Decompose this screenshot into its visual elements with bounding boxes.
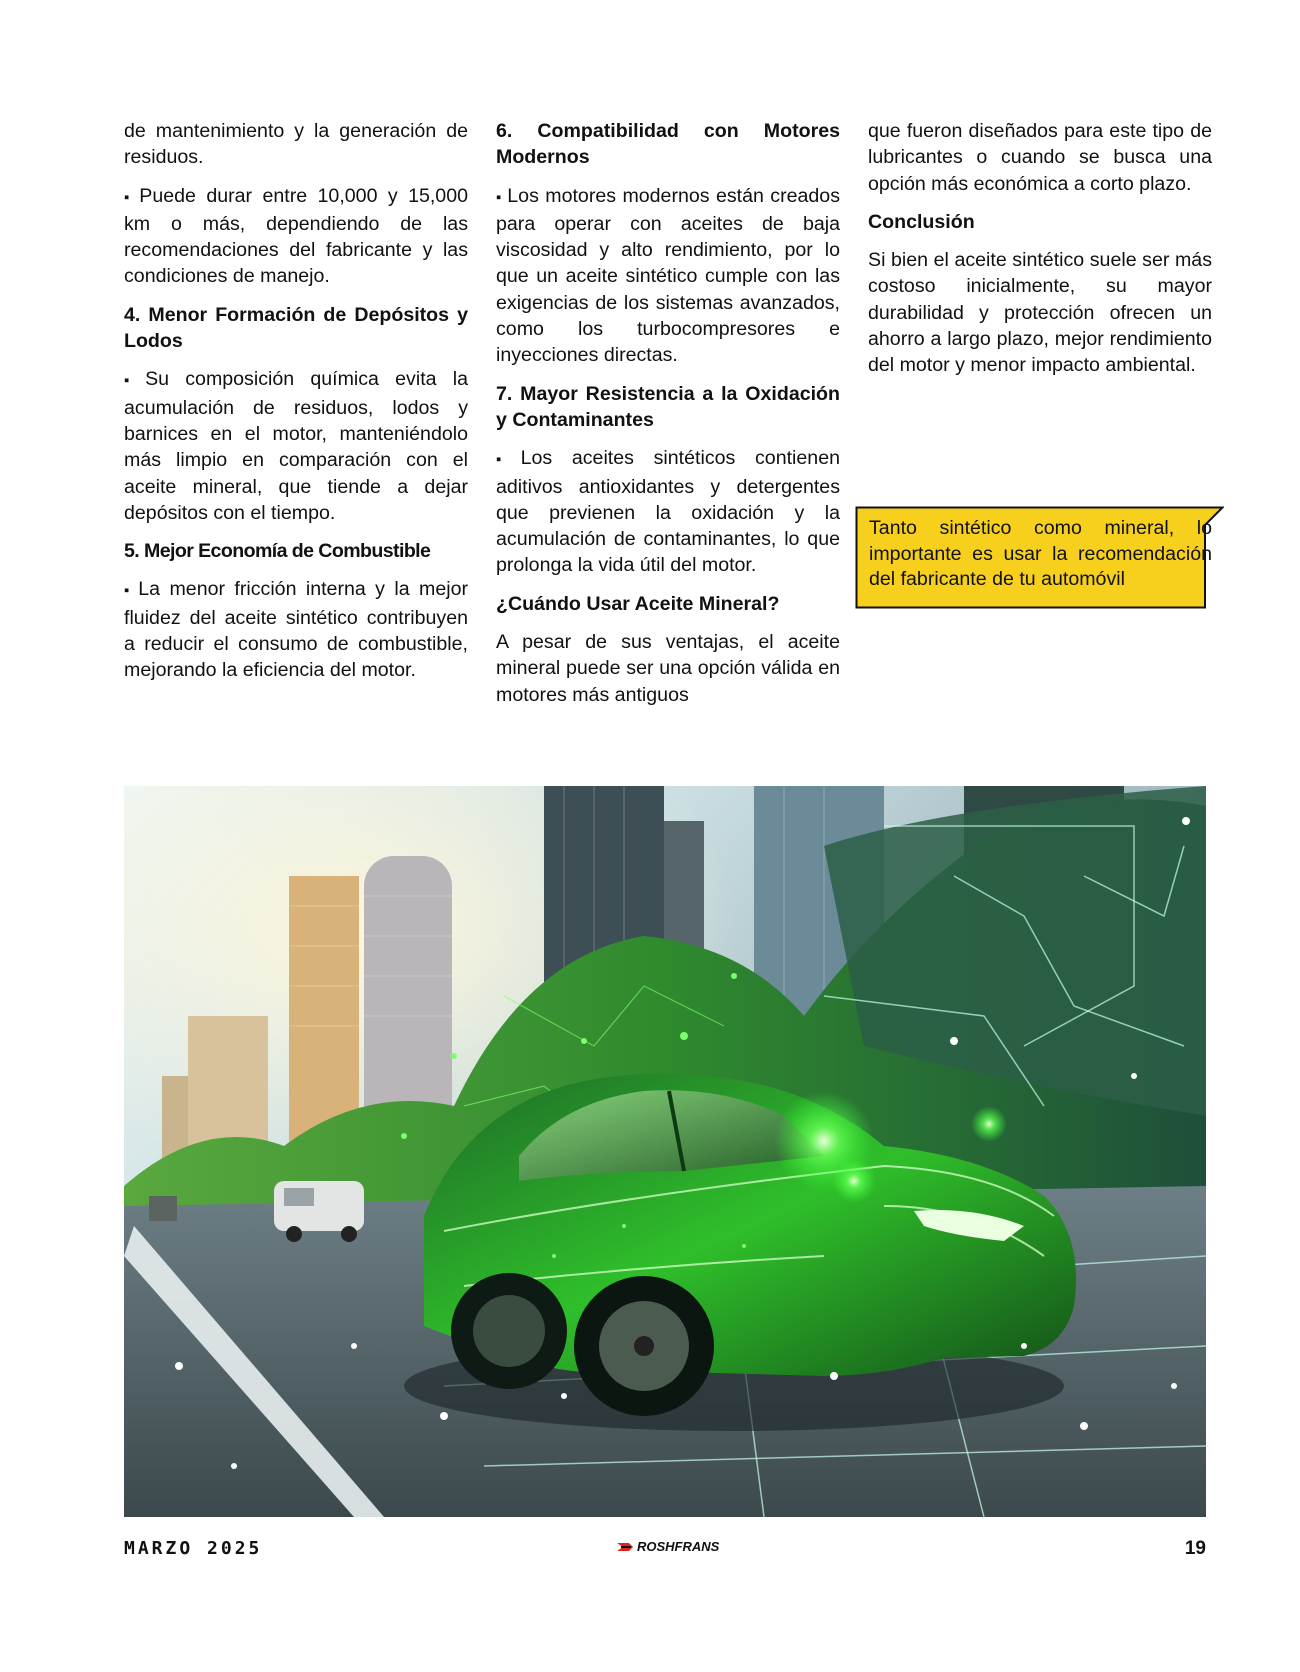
brand-name: ROSHFRANS [637,1539,720,1554]
section-heading-4: 4. Menor Formación de Depósitos y Lodos [124,303,468,353]
section-heading-6: 6. Compatibilidad con Motores Modernos [496,120,840,169]
text-column-2 [496,118,840,720]
hero-illustration [124,786,1206,1517]
section-heading-5: 5. Mejor Economía de Combustible [124,540,431,563]
bullet-paragraph: ▪ Su composición química evita la acumulación de residuos, lodos y barnices en el motor, manteniéndolo más limpio en comparación con el aceite mineral, que tiende a dejar depósitos con el tiempo. [124,366,468,526]
bullet-paragraph: ▪ La menor fricción interna y la mejor fluidez del aceite sintético contribuyen a reducir el consumo de combustible, mejorando la eficiencia del motor. [124,576,468,683]
page-number: 19 [1184,1538,1206,1559]
paragraph: de mantenimiento y la generación de residuos. [124,120,468,169]
roshfrans-logo-icon [617,1541,635,1553]
paragraph: A pesar de sus ventajas, el aceite mineral puede ser una opción válida en motores más antiguos [496,631,840,706]
callout-box [855,506,1224,609]
callout-text: Tanto sintético como mineral, lo importante es usar la recomendación del fabricante de tu automóvil [869,517,1212,590]
section-heading-mineral: ¿Cuándo Usar Aceite Mineral? [496,592,780,615]
bullet-paragraph: ▪ Los motores modernos están creados para operar con aceites de baja viscosidad y alto rendimiento, por lo que un aceite sintético cumple con las exigencias de los sistemas avanzados, como los turbocompresores e inyecciones directas. [496,183,840,369]
text-column-1 [124,118,468,696]
section-heading-7: 7. Mayor Resistencia a la Oxidación y Contaminantes [496,382,840,431]
paragraph: Si bien el aceite sintético suele ser más costoso inicialmente, su mayor durabilidad y protección ofrecen un ahorro a largo plazo, mejor rendimiento del motor y menor impacto ambiental. [868,249,1212,377]
brand-logo [617,1539,719,1554]
conclusion-heading: Conclusión [868,210,975,233]
bullet-paragraph: ▪ Puede durar entre 10,000 y 15,000 km o más, dependiendo de las recomendaciones del fabricante y las condiciones de manejo. [124,183,468,290]
bullet-paragraph: ▪ Los aceites sintéticos contienen aditivos antioxidantes y detergentes que previenen la oxidación y la acumulación de contaminantes, lo que prolonga la vida útil del motor. [496,445,840,578]
text-column-3 [868,118,1212,391]
footer-issue-date: MARZO 2025 [124,1538,263,1559]
paragraph: que fueron diseñados para este tipo de lubricantes o cuando se busca una opción más económica a corto plazo. [868,120,1212,195]
hero-image-green-car-city [124,786,1206,1517]
